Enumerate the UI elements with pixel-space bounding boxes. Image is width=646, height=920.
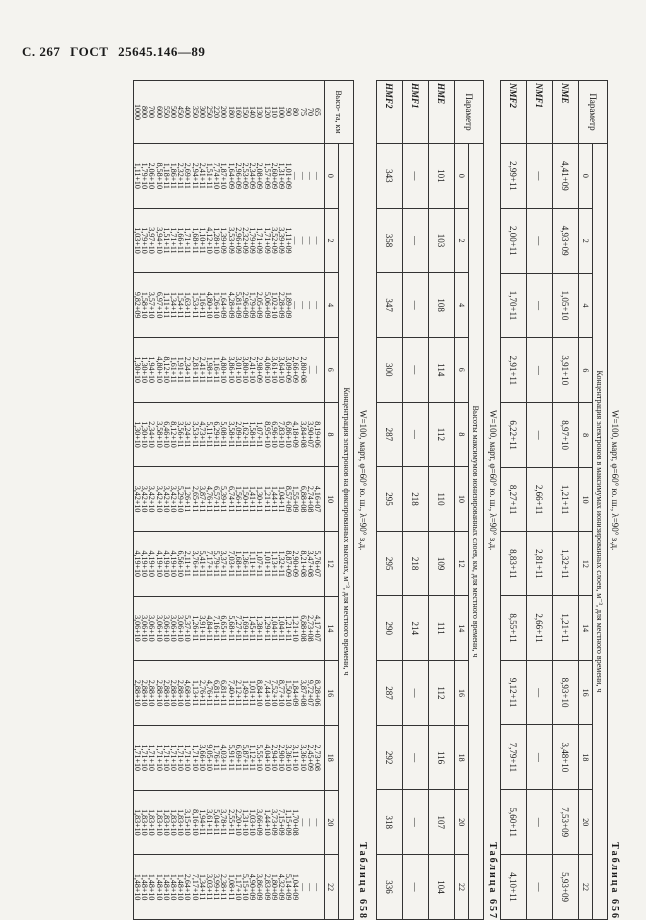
value-cell: —	[403, 725, 429, 790]
span-header: Концентрация электронов в максимумах ионизированных слоев, м⁻³, для местного времени, ч	[593, 144, 608, 920]
table-row	[553, 81, 579, 920]
hour-cell: 20	[455, 790, 469, 855]
value-cell: —	[403, 273, 429, 338]
value-cell: 111	[429, 596, 455, 661]
param-name: HMF2	[377, 81, 403, 144]
value-cell: 295	[377, 531, 403, 596]
hour-cell: 18	[579, 725, 593, 790]
table-656-subtitle: W=100, март, φ=60° ю. ш., λ=90° з.д.	[610, 410, 620, 551]
value-cell: 103	[429, 208, 455, 273]
hour-cell: 14	[325, 596, 339, 661]
value-cell: 336	[377, 855, 403, 920]
value-cell: 110	[429, 467, 455, 532]
param-name: NMF1	[527, 81, 553, 144]
param-name: NMF2	[501, 81, 527, 144]
value-cell: 7,53+09	[553, 790, 579, 855]
value-cell: —	[403, 337, 429, 402]
hour-cell: 8	[325, 402, 339, 467]
hour-cell: 18	[455, 725, 469, 790]
value-cell: 2,91+11	[501, 338, 527, 403]
value-cell: —	[527, 725, 553, 790]
value-cell: 8,55+11	[501, 596, 527, 660]
value-cell: 318	[377, 790, 403, 855]
value-cell: 6,22+11	[501, 403, 527, 468]
param-name: HMF1	[403, 81, 429, 144]
value-cell: 108	[429, 273, 455, 338]
standard-label: ГОСТ	[70, 44, 109, 59]
value-cell: 2,66+11	[527, 596, 553, 660]
table-row	[527, 81, 553, 920]
hour-cell: 0	[579, 144, 593, 209]
value-cell: 358	[377, 208, 403, 273]
value-cell: —	[527, 144, 553, 209]
table-658	[133, 80, 354, 920]
value-cell: 3,91+10	[553, 338, 579, 403]
value-cell: 2,99+11	[501, 144, 527, 209]
hour-cell: 2	[325, 208, 339, 273]
value-cell: 2,00+11	[501, 208, 527, 273]
values-column: 8,28+06 9,72+07 3,87+08 1,84+09 1,50+10 8,77+10 7,52+10 7,44+10 8,84+10 1,01+11 1,49+11 2,12+11 7,40+11 6,81+11 6,81+11 4,76+11 2,76+11 1,13+11 4,68+10 2,88+10 2,88+10 2,88+10 2,88+10 2,88+10 2,88+10 2,88+10	[133, 661, 324, 726]
hour-cell: 10	[579, 468, 593, 532]
value-cell: 218	[403, 467, 429, 532]
table-658-subtitle: W=100, март, φ=60° ю. ш., λ=90° з.д.	[358, 410, 368, 551]
param-header: Параметр	[579, 81, 608, 144]
value-cell: —	[527, 403, 553, 468]
hour-cell: 6	[455, 337, 469, 402]
hour-cell: 4	[325, 273, 339, 338]
value-cell: 5,93+09	[553, 855, 579, 920]
hours-row	[579, 81, 593, 920]
hour-cell: 20	[325, 790, 339, 855]
param-header: Параметр	[455, 81, 484, 144]
value-cell: 2,81+11	[527, 532, 553, 596]
hour-cell: 10	[455, 467, 469, 532]
values-column: — — — — 1,11+09 3,39+09 3,52+09 1,71+09 1,71+09 1,79+09 2,32+09 2,96+09 3,53+09 1,39+09 1,28+10 4,12+10 1,10+11 1,68+11 1,71+11 1,66+11 1,71+11 1,51+11 3,94+10 3,97+10 1,79+10 1,03+10	[133, 208, 324, 273]
span-header: Концентрация электронов на фиксированных высотах, м⁻³, для местного времени, ч	[339, 144, 354, 920]
value-cell: 114	[429, 337, 455, 402]
hour-cell: 18	[325, 725, 339, 790]
values-column: — — — 1,70+08 1,15+09 7,15+09 3,73+09 1,44+10 3,66+09 1,03+10 1,31+10 2,20+10 2,55+11 3,78+11 5,04+11 3,61+11 1,94+11 8,16+10 3,15+10 1,83+10 1,83+10 1,83+10 1,83+10 1,83+10 1,83+10 1,83+10	[133, 790, 324, 855]
values-column: 4,17+07 2,73+08 6,88+08 1,21+10 1,21+11 1,04+11 1,04+11 1,29+11 1,38+11 1,45+11 1,69+11 7,27+11 5,68+11 6,65+11 7,16+11 4,84+11 3,91+11 1,26+11 5,37+10 3,06+10 3,06+10 3,06+10 3,06+10 3,06+10 3,06+10 3,06+10	[133, 596, 324, 661]
hour-cell: 0	[455, 144, 469, 209]
param-name: HME	[429, 81, 455, 144]
values-column: — — 2,80+08 2,66+09 3,09+09 3,64+10 3,61+10 4,06+10 2,98+09 2,41+10 3,80+10 3,01+10 3,86+10 4,80+10 1,16+11 1,98+11 2,41+11 2,81+11 2,34+11 1,91+11 1,61+11 8,12+10 4,80+10 1,94+10 1,30+10 1,30+10	[133, 337, 324, 402]
values-column: 8,19+06 3,90+07 3,84+08 4,18+09 6,86+10 7,83+10 6,96+10 8,95+10 1,07+11 1,58+11 1,62+11 2,09+11 3,58+11 5,08+11 6,29+11 5,11+11 4,73+11 3,53+11 3,24+11 3,56+11 8,12+10 6,46+10 3,58+10 2,34+10 1,30+10 1,30+10	[133, 402, 324, 467]
table-row	[429, 81, 455, 920]
hours-row	[325, 81, 339, 920]
value-cell: 8,97+10	[553, 403, 579, 468]
value-cell: 295	[377, 467, 403, 532]
hours-row	[455, 81, 469, 920]
hour-cell: 22	[325, 855, 339, 920]
value-cell: 343	[377, 144, 403, 209]
value-cell: 8,27+11	[501, 468, 527, 532]
rotated-tables	[20, 80, 620, 920]
table-656	[500, 80, 608, 920]
value-cell: —	[527, 790, 553, 855]
hour-cell: 12	[455, 531, 469, 596]
hour-cell: 6	[579, 338, 593, 403]
value-cell: 116	[429, 725, 455, 790]
hour-cell: 16	[579, 660, 593, 725]
value-cell: 4,93+09	[553, 208, 579, 273]
value-cell: 1,21+11	[553, 596, 579, 660]
value-cell: —	[527, 660, 553, 725]
hour-cell: 16	[325, 661, 339, 726]
height-header: Высо- та, км	[325, 81, 354, 144]
value-cell: 1,70+11	[501, 273, 527, 338]
hour-cell: 12	[325, 531, 339, 596]
value-cell: 112	[429, 661, 455, 726]
hour-cell: 16	[455, 661, 469, 726]
value-cell: 292	[377, 725, 403, 790]
value-cell: —	[403, 402, 429, 467]
table-657-title: Таблица 657	[487, 842, 498, 920]
table-658-title: Таблица 658	[357, 842, 368, 920]
value-cell: —	[527, 208, 553, 273]
value-cell: —	[527, 273, 553, 338]
values-column: 5,76+07 3,47+08 8,21+08 2,90+09 8,87+09 1,32+11 1,13+11 1,01+11 1,07+11 1,11+11 1,36+11 1,68+11 7,03+11 3,37+11 5,79+11 7,17+11 5,41+11 3,76+11 2,11+11 6,56+10 4,19+10 4,19+10 4,19+10 4,19+10 4,19+10 4,19+10	[133, 531, 324, 596]
table-row	[133, 81, 324, 920]
values-column: 2,73+08 2,45+09 3,36+10 3,11+10 3,36+10 2,90+10 2,94+10 4,04+10 5,55+10 1,12+11 5,87+11 6,69+11 5,91+11 4,03+11 1,76+11 9,05+10 3,66+10 1,71+10 1,71+10 1,71+10 1,71+10 1,71+10 1,71+10 1,71+10 1,71+10 1,71+10	[133, 725, 324, 790]
table-row	[501, 81, 527, 920]
values-column: — — — — 1,89+09 2,28+09 1,02+10 5,06+09 2,05+09 1,79+09 2,96+09 5,81+09 4,28+09 1,64+09 1,26+10 4,80+10 1,16+11 1,53+11 1,63+11 1,54+11 1,34+11 1,11+11 6,97+10 3,57+10 1,58+10 9,82+09	[133, 273, 324, 338]
hour-cell: 8	[455, 402, 469, 467]
hour-cell: 2	[579, 208, 593, 273]
values-column: — — — 1,04+09 5,14+09 4,32+09 1,80+09 2,83+09 3,86+09 4,90+09 5,15+10 1,17+10 1,08+11 2,38+11 3,99+11 3,03+11 1,34+11 7,17+10 2,64+10 1,48+10 1,48+10 1,48+10 1,48+10 1,48+10 1,48+10 1,48+10	[133, 855, 324, 920]
value-cell: —	[403, 855, 429, 920]
hour-cell: 14	[455, 596, 469, 661]
value-cell: 4,41+09	[553, 144, 579, 209]
value-cell: 5,60+11	[501, 790, 527, 855]
value-cell: 107	[429, 790, 455, 855]
page-header	[22, 44, 211, 60]
value-cell: 4,10+11	[501, 855, 527, 920]
table-row	[377, 81, 403, 920]
value-cell: 300	[377, 337, 403, 402]
hour-cell: 4	[579, 273, 593, 338]
value-cell: —	[403, 144, 429, 209]
hour-cell: 20	[579, 790, 593, 855]
values-column: 4,16+07 2,74+08 6,88+08 1,55+09 8,57+09 1,04+11 1,44+11 1,21+11 1,30+11 1,41+11 1,50+11 1,56+11 6,74+11 5,39+11 6,57+11 4,76+11 3,87+11 2,65+11 1,26+11 5,29+10 3,42+10 3,42+10 3,42+10 3,42+10 3,42+10 3,42+10	[133, 467, 324, 532]
hour-cell: 14	[579, 596, 593, 660]
value-cell: 8,83+11	[501, 532, 527, 596]
value-cell: 214	[403, 596, 429, 661]
hour-cell: 10	[325, 467, 339, 532]
table-row	[403, 81, 429, 920]
table-657	[376, 80, 484, 920]
hour-cell: 0	[325, 144, 339, 209]
value-cell: 104	[429, 855, 455, 920]
value-cell: —	[403, 208, 429, 273]
hour-cell: 4	[455, 273, 469, 338]
span-header: Высоты максимумов ионизированных слоев, км, для местного времени, ч	[469, 144, 484, 920]
values-column: — — — — 1,01+09 1,31+09 2,60+09 1,57+09 2,08+09 2,34+09 2,53+09 2,96+09 1,64+09 1,87+10 7,74+10 1,51+11 2,41+11 2,94+11 2,69+11 2,32+11 1,86+11 1,18+11 8,58+10 2,06+10 1,79+10 1,11+10	[133, 144, 324, 209]
value-cell: 218	[403, 531, 429, 596]
value-cell: 1,21+11	[553, 468, 579, 532]
value-cell: 1,32+11	[553, 532, 579, 596]
value-cell: 287	[377, 661, 403, 726]
hour-cell: 22	[455, 855, 469, 920]
hour-cell: 8	[579, 403, 593, 468]
hour-cell: 12	[579, 532, 593, 596]
value-cell: 1,05+10	[553, 273, 579, 338]
value-cell: 8,93+10	[553, 660, 579, 725]
value-cell: —	[527, 855, 553, 920]
param-name: NME	[553, 81, 579, 144]
value-cell: 347	[377, 273, 403, 338]
value-cell: 290	[377, 596, 403, 661]
standard-number: 25645.146—89	[118, 44, 206, 59]
value-cell: 101	[429, 144, 455, 209]
value-cell: 287	[377, 402, 403, 467]
hour-cell: 22	[579, 855, 593, 920]
value-cell: 112	[429, 402, 455, 467]
table-657-subtitle: W=100, март, φ=60° ю. ш., λ=90° з.д.	[488, 410, 498, 551]
heights-column: 65 70 75 80 90 100 110 120 130 140 150 160 180 200 220 250 300 350 400 450 500 550 600 700 800 1000	[133, 81, 324, 144]
hour-cell: 2	[455, 208, 469, 273]
value-cell: 109	[429, 531, 455, 596]
value-cell: 7,79+11	[501, 725, 527, 790]
value-cell: —	[527, 338, 553, 403]
value-cell: —	[403, 790, 429, 855]
value-cell: 9,12+11	[501, 660, 527, 725]
hour-cell: 6	[325, 337, 339, 402]
value-cell: 3,48+10	[553, 725, 579, 790]
page-number: С. 267	[22, 44, 61, 59]
table-656-title: Таблица 656	[609, 842, 620, 920]
value-cell: 2,66+11	[527, 468, 553, 532]
value-cell: —	[403, 661, 429, 726]
